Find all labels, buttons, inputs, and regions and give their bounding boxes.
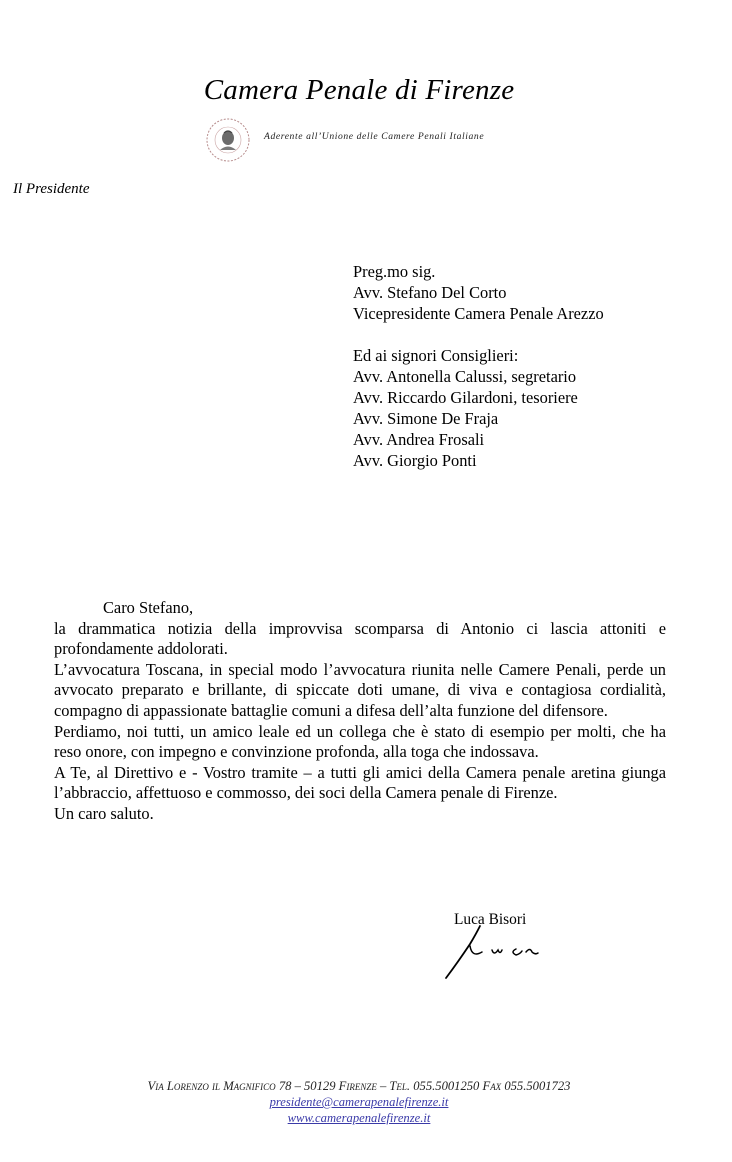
paragraph: L’avvocatura Toscana, in special modo l’avvocatura riunita nelle Camere Penali, perde un avvocato preparato e brillante, di spiccate doti umane, di viva e contagiosa cordialità, compagno di appassionate battaglie comuni a difesa dell’alta funzione del difensore. <box>54 659 666 720</box>
website-link[interactable]: www.camerapenalefirenze.it <box>287 1111 431 1125</box>
recipient-line: Avv. Simone De Fraja <box>353 409 499 428</box>
paragraph: Perdiamo, noi tutti, un amico leale ed un collega che è stato di esempio per molti, che ha reso onore, con impegno e convinzione profonda, alla toga che indossava. <box>54 721 666 762</box>
recipient-line: Preg.mo sig. <box>353 262 436 281</box>
paragraph: la drammatica notizia della improvvisa scomparsa di Antonio ci lascia attoniti e profondamente addolorati. <box>54 618 666 659</box>
paragraph: A Te, al Direttivo e - Vostro tramite – a tutti gli amici della Camera penale aretina giunga l’abbraccio, affettuoso e commosso, dei soci della Camera penale di Firenze. <box>54 762 666 803</box>
recipient-line: Ed ai signori Consiglieri: <box>353 346 519 365</box>
footer <box>0 1078 718 1126</box>
signer-name: Luca Bisori <box>454 911 527 928</box>
sender-role: Il Presidente <box>13 181 90 197</box>
recipients-block <box>353 261 604 471</box>
closing: Un caro saluto. <box>54 803 154 823</box>
affiliation-line: Aderente all’Unione delle Camere Penali Italiane <box>264 131 485 142</box>
recipient-line: Avv. Antonella Calussi, segretario <box>353 367 577 386</box>
recipient-line: Vicepresidente Camera Penale Arezzo <box>353 304 604 323</box>
recipient-line: Avv. Andrea Frosali <box>353 430 485 449</box>
recipient-line: Avv. Stefano Del Corto <box>353 283 507 302</box>
organization-title: Camera Penale di Firenze <box>203 74 515 106</box>
salutation: Caro Stefano, <box>103 598 194 617</box>
letter-body <box>54 598 666 825</box>
recipient-line: Avv. Giorgio Ponti <box>353 451 477 470</box>
camere-penali-seal-icon <box>200 117 256 163</box>
recipient-line: Avv. Riccardo Gilardoni, tesoriere <box>353 388 578 407</box>
footer-address: Via Lorenzo il Magnifico 78 – 50129 Firenze – Tel. 055.5001250 Fax 055.5001723 <box>147 1079 571 1093</box>
handwritten-signature <box>440 918 550 988</box>
email-link[interactable]: presidente@camerapenalefirenze.it <box>269 1095 449 1109</box>
